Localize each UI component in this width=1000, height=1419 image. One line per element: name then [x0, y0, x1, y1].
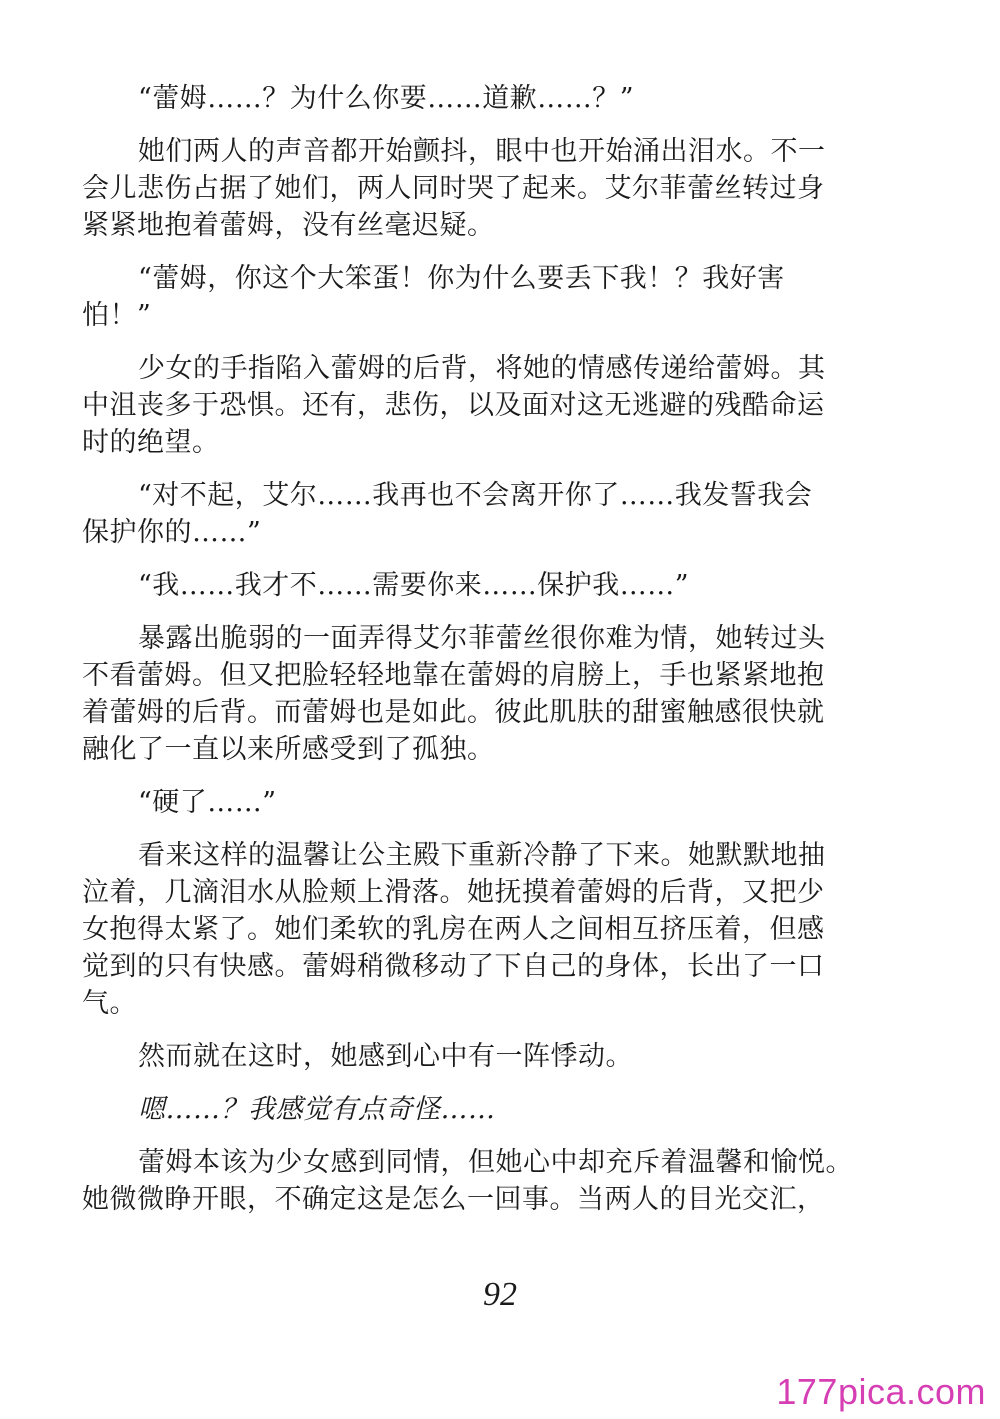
paragraph: 蕾姆本该为少女感到同情，但她心中却充斥着温馨和愉悦。 她微微睁开眼，不确定这是怎么一回事。当两人的目光交汇， [82, 1147, 853, 1215]
page-number: 92 [483, 1276, 517, 1313]
watermark: 177pica.com [776, 1371, 986, 1412]
paragraph: “我……我才不……需要你来……保护我……” [138, 570, 690, 601]
paragraph: 看来这样的温馨让公主殿下重新冷静了下来。她默默地抽 泣着，几滴泪水从脸颊上滑落。她抚摸着蕾姆的后背，又把少 女抱得太紧了。她们柔软的乳房在两人之间相互挤压着，但感 觉到的只有快感。蕾姆稍微移动了下自己的身体，长出了一口 气。 [82, 840, 826, 1019]
paragraph: “蕾姆，你这个大笨蛋！你为什么要丢下我！？我好害 怕！” [82, 263, 785, 331]
paragraph: 暴露出脆弱的一面弄得艾尔菲蕾丝很你难为情，她转过头 不看蕾姆。但又把脸轻轻地靠在蕾姆的肩膀上，手也紧紧地抱 着蕾姆的后背。而蕾姆也是如此。彼此肌肤的甜蜜触感很快就 融化了一直以来所感受到了孤独。 [82, 623, 826, 765]
paragraph-inner-thought: 嗯……？我感觉有点奇怪…… [138, 1094, 496, 1125]
body-text [82, 80, 862, 1234]
paragraph: 少女的手指陷入蕾姆的后背，将她的情感传递给蕾姆。其 中沮丧多于恐惧。还有，悲伤，以及面对这无逃避的残酷命运 时的绝望。 [82, 353, 826, 458]
paragraph: “对不起，艾尔……我再也不会离开你了……我发誓我会 保护你的……” [82, 480, 813, 548]
paragraph: 然而就在这时，她感到心中有一阵悸动。 [138, 1041, 633, 1072]
paragraph: “硬了……” [138, 787, 277, 818]
paragraph: 她们两人的声音都开始颤抖，眼中也开始涌出泪水。不一 会儿悲伤占据了她们，两人同时哭了起来。艾尔菲蕾丝转过身 紧紧地抱着蕾姆，没有丝毫迟疑。 [82, 136, 826, 241]
paragraph: “蕾姆……？为什么你要……道歉……？” [138, 83, 635, 114]
